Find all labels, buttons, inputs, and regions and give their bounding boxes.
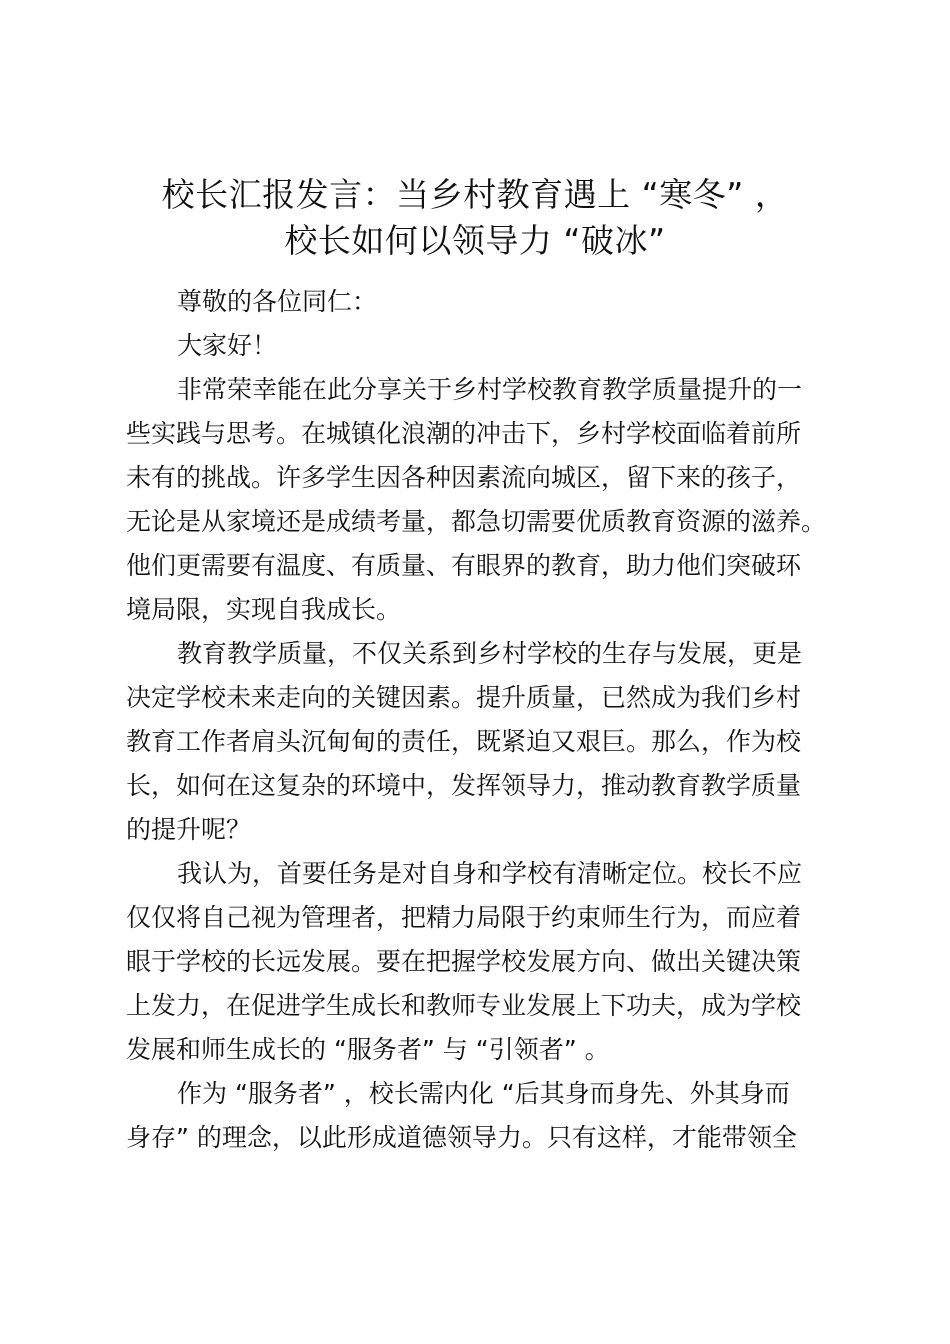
paragraph-line: 身存” 的理念，以此形成道德领导力。只有这样，才能带领全: [126, 1123, 797, 1152]
paragraph-line: 作为 “服务者” ，校长需内化 “后其身而身先、外其身而: [177, 1079, 790, 1108]
paragraph-line: 上发力，在促进学生成长和教师专业发展上下功夫，成为学校: [126, 991, 802, 1020]
paragraph-line: 长，如何在这复杂的环境中，发挥领导力，推动教育教学质量: [126, 771, 802, 800]
paragraph-line: 教育工作者肩头沉甸甸的责任，既紧迫又艰巨。那么，作为校: [126, 727, 802, 756]
paragraph-quality: [126, 632, 834, 852]
paragraph-line: 大家好！: [177, 331, 278, 360]
paragraph-line: 教育教学质量，不仅关系到乡村学校的生存与发展，更是: [177, 639, 803, 668]
document-body: [126, 280, 834, 1160]
paragraph-line: 发展和师生成长的 “服务者” 与 “引领者” 。: [126, 1035, 610, 1064]
paragraph-line: 决定学校未来走向的关键因素。提升质量，已然成为我们乡村: [126, 683, 802, 712]
paragraph-intro: [126, 368, 834, 632]
paragraph-servant-leader: [126, 1072, 834, 1160]
paragraph-positioning: [126, 852, 834, 1072]
paragraph-line: 些实践与思考。在城镇化浪潮的冲击下，乡村学校面临着前所: [126, 419, 802, 448]
title-line-2: 校长如何以领导力 “破冰”: [284, 221, 666, 260]
paragraph-line: 未有的挑战。许多学生因各种因素流向城区，留下来的孩子，: [126, 463, 802, 492]
paragraph-line: 无论是从家境还是成绩考量，都急切需要优质教育资源的滋养。: [126, 507, 827, 536]
paragraph-line: 尊敬的各位同仁：: [177, 287, 378, 316]
paragraph-line: 仅仅将自己视为管理者，把精力局限于约束师生行为，而应着: [126, 903, 802, 932]
paragraph-greeting: [126, 280, 834, 324]
title-line-1: 校长汇报发言：当乡村教育遇上 “寒冬” ，: [161, 175, 789, 214]
paragraph-line: 眼于学校的长远发展。要在把握学校发展方向、做出关键决策: [126, 947, 802, 976]
document-title: [120, 172, 830, 264]
paragraph-line: 他们更需要有温度、有质量、有眼界的教育，助力他们突破环: [126, 551, 802, 580]
paragraph-salutation: [126, 324, 834, 368]
paragraph-line: 的提升呢？: [126, 815, 252, 844]
paragraph-line: 境局限，实现自我成长。: [126, 595, 402, 624]
paragraph-line: 非常荣幸能在此分享关于乡村学校教育教学质量提升的一: [177, 375, 803, 404]
paragraph-line: 我认为，首要任务是对自身和学校有清晰定位。校长不应: [177, 859, 803, 888]
